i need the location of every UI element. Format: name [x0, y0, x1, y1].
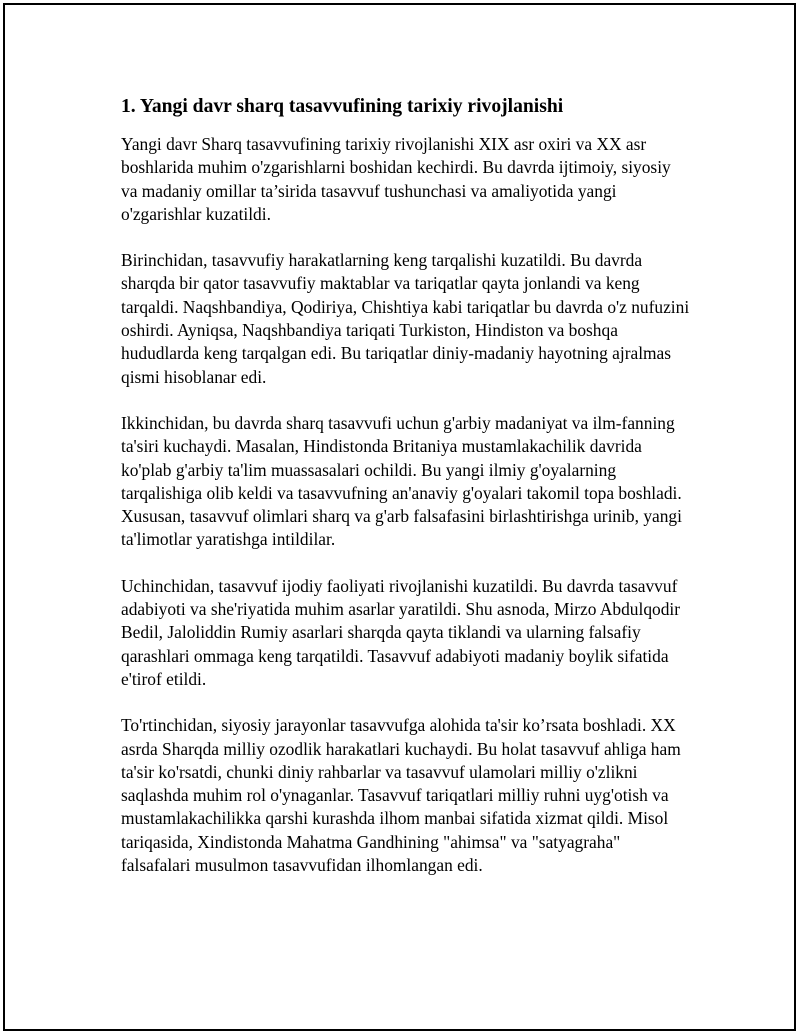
paragraph-fourth-point: To'rtinchidan, siyosiy jarayonlar tasavvufga alohida ta'sir ko’rsata boshladi. XX asrda Sharqda milliy ozodlik harakatlari kuchaydi. Bu holat tasavvuf ahliga ham ta'sir ko'rsatdi, chunki diniy rahbarlar va tasavvuf ulamolari milliy o'zlikni saqlashda muhim rol o'ynaganlar. Tasavvuf tariqatlari milliy ruhni uyg'otish va mustamlakachilikka qarshi kurashda ilhom manbai sifatida xizmat qildi. Misol tariqasida, Xindistonda Mahatma Gandhining "ahimsa" va "satyagraha" falsafalari musulmon tasavvufidan ilhomlangan edi. [121, 715, 681, 876]
section-heading: 1. Yangi davr sharq tasavvufining tarixiy rivojlanishi [121, 96, 564, 117]
paragraph-second-point: Ikkinchidan, bu davrda sharq tasavvufi uchun g'arbiy madaniyat va ilm-fanning ta'siri kuchaydi. Masalan, Hindistonda Britaniya mustamlakachilik davrida ko'plab g'arbiy ta'lim muassasalari ochildi. Bu yangi ilmiy g'oyalarning tarqalishiga olib keldi va tasavvufning an'anaviy g'oyalari takomil topa boshladi. Xususan, tasavvuf olimlari sharq va g'arb falsafasini birlashtirishga urinib, yangi ta'limotlar yaratishga intildilar. [121, 412, 682, 550]
paragraph-intro: Yangi davr Sharq tasavvufining tarixiy rivojlanishi XIX asr oxiri va XX asr boshlarida muhim o'zgarishlarni boshidan kechirdi. Bu davrda ijtimoiy, siyosiy va madaniy omillar ta’sirida tasavvuf tushunchasi va amaliyotida yangi o'zgarishlar kuzatildi. [121, 134, 671, 224]
paragraph-third-point: Uchinchidan, tasavvuf ijodiy faoliyati rivojlanishi kuzatildi. Bu davrda tasavvuf adabiyoti va she'riyatida muhim asarlar yaratildi. Shu asnoda, Mirzo Abdulqodir Bedil, Jaloliddin Rumiy asarlari sharqda qayta tiklandi va ularning falsafiy qarashlari ommaga keng tarqatildi. Tasavvuf adabiyoti madaniy boylik sifatida e'tirof etildi. [121, 575, 681, 689]
document-page [3, 3, 796, 1031]
paragraph-first-point: Birinchidan, tasavvufiy harakatlarning keng tarqalishi kuzatildi. Bu davrda sharqda bir qator tasavvufiy maktablar va tariqatlar qayta jonlandi va keng tarqaldi. Naqshbandiya, Qodiriya, Chishtiya kabi tariqatlar bu davrda o'z nufuzini oshirdi. Ayniqsa, Naqshbandiya tariqati Turkiston, Hindiston va boshqa hududlarda keng tarqalgan edi. Bu tariqatlar diniy-madaniy hayotning ajralmas qismi hisoblanar edi. [121, 250, 690, 387]
document-body [121, 93, 691, 877]
